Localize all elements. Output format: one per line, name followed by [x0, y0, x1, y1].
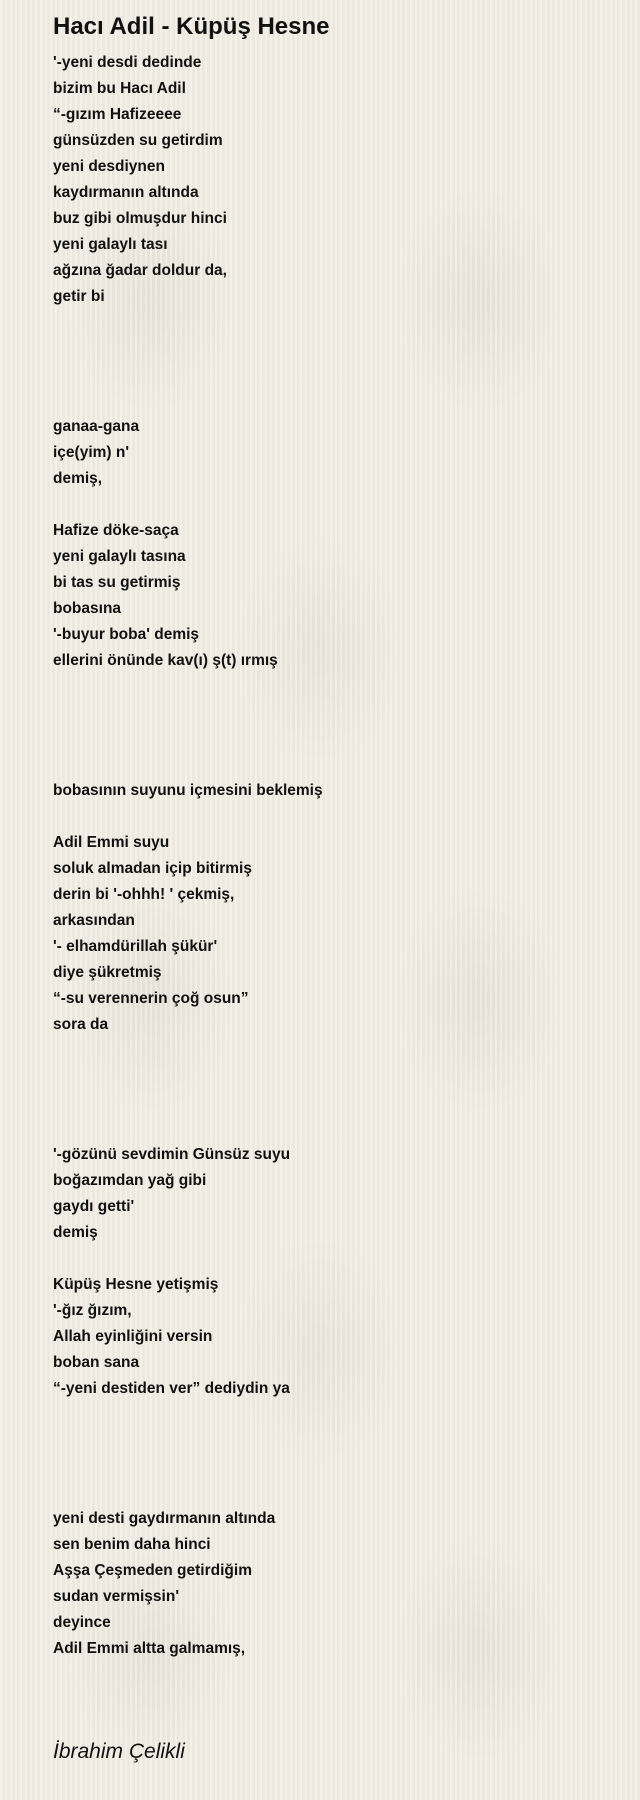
poem-line: boğazımdan yağ gibi	[53, 1172, 207, 1189]
poem-body	[53, 50, 613, 1662]
poem-title: Hacı Adil - Küpüş Hesne	[53, 13, 330, 40]
poem-line: Hafize döke-saça	[53, 522, 179, 539]
poem-line: '-buyur boba' demiş	[53, 626, 200, 643]
poem-line: bi tas su getirmiş	[53, 574, 181, 591]
poem-line: “-gızım Hafizeeee	[53, 106, 182, 123]
stanza-4	[53, 778, 613, 804]
stanza-gap	[53, 1038, 613, 1142]
poem-line: yeni galaylı tası	[53, 236, 168, 253]
poem-line: '-yeni desdi dedinde	[53, 54, 202, 71]
poem-line: Allah eyinliğini versin	[53, 1328, 213, 1345]
poem-line: ellerini önünde kav(ı) ş(t) ırmış	[53, 652, 278, 669]
stanza-gap	[53, 1246, 613, 1272]
poem-line: diye şükretmiş	[53, 964, 162, 981]
poem-line: yeni desdiynen	[53, 158, 165, 175]
poem-line: “-yeni destiden ver” dediydin ya	[53, 1380, 290, 1397]
poem-author: İbrahim Çelikli	[53, 1740, 185, 1763]
poem-line: gaydı getti'	[53, 1198, 135, 1215]
stanza-2	[53, 414, 613, 492]
poem-line: Adil Emmi altta galmamış,	[53, 1640, 246, 1657]
poem-line: boban sana	[53, 1354, 140, 1371]
poem-page	[53, 12, 613, 1662]
poem-line: derin bi '-ohhh! ' çekmiş,	[53, 886, 235, 903]
poem-line: deyince	[53, 1614, 111, 1631]
poem-line: yeni galaylı tasına	[53, 548, 186, 565]
stanza-5	[53, 830, 613, 1038]
poem-line: sora da	[53, 1016, 109, 1033]
stanza-7	[53, 1272, 613, 1402]
poem-line: soluk almadan içip bitirmiş	[53, 860, 252, 877]
stanza-gap	[53, 492, 613, 518]
poem-line: bobasına	[53, 600, 122, 617]
stanza-1	[53, 50, 613, 310]
stanza-3	[53, 518, 613, 674]
poem-line: “-su verennerin çoğ osun”	[53, 990, 249, 1007]
poem-line: sudan vermişsin'	[53, 1588, 180, 1605]
stanza-gap	[53, 674, 613, 778]
poem-line: demiş	[53, 1224, 98, 1241]
stanza-6	[53, 1142, 613, 1246]
poem-line: '-ğız ğızım,	[53, 1302, 132, 1319]
poem-line: Küpüş Hesne yetişmiş	[53, 1276, 219, 1293]
poem-line: Adil Emmi suyu	[53, 834, 170, 851]
poem-line: '-gözünü sevdimin Günsüz suyu	[53, 1146, 291, 1163]
poem-line: Aşşa Çeşmeden getirdiğim	[53, 1562, 252, 1579]
poem-line: '- elhamdürillah şükür'	[53, 938, 218, 955]
poem-line: sen benim daha hinci	[53, 1536, 211, 1553]
stanza-8	[53, 1506, 613, 1662]
stanza-gap	[53, 804, 613, 830]
stanza-gap	[53, 1402, 613, 1506]
poem-line: ganaa-gana	[53, 418, 140, 435]
poem-line: arkasından	[53, 912, 135, 929]
poem-line: yeni desti gaydırmanın altında	[53, 1510, 276, 1527]
stanza-gap	[53, 310, 613, 414]
poem-line: demiş,	[53, 470, 103, 487]
poem-line: bobasının suyunu içmesini beklemiş	[53, 782, 323, 799]
poem-line: içe(yim) n'	[53, 444, 130, 461]
poem-line: getir bi	[53, 288, 105, 305]
poem-line: ağzına ğadar doldur da,	[53, 262, 227, 279]
poem-line: kaydırmanın altında	[53, 184, 199, 201]
poem-line: bizim bu Hacı Adil	[53, 80, 186, 97]
poem-line: günsüzden su getirdim	[53, 132, 223, 149]
poem-line: buz gibi olmuşdur hinci	[53, 210, 227, 227]
